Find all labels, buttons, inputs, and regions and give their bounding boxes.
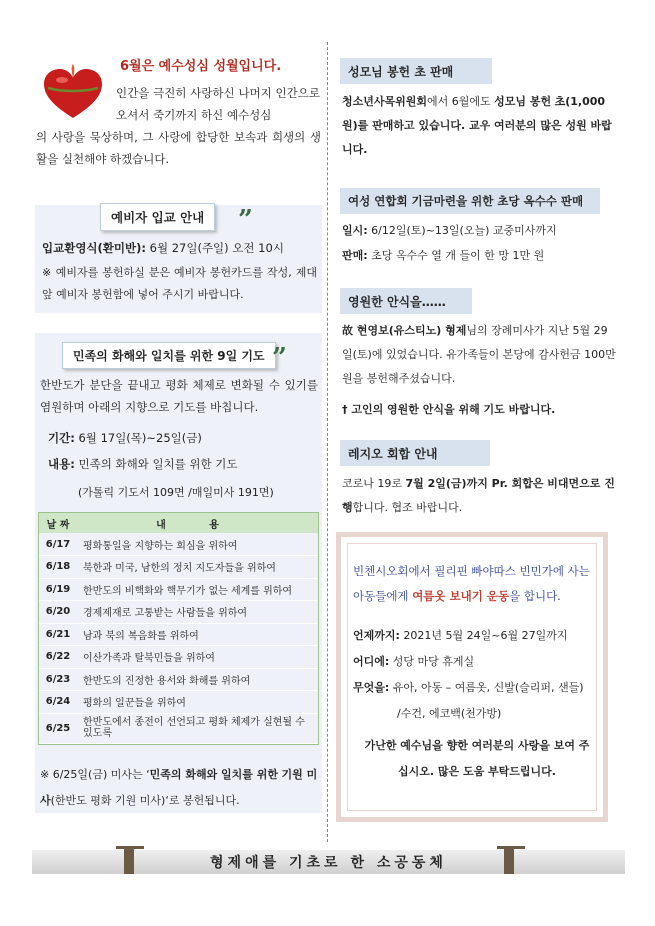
row-date: 6/20 <box>39 601 77 624</box>
candle-title: 성모님 봉헌 초 판매 <box>340 58 492 84</box>
where-line: 어디에: 성당 마당 휴게실 <box>353 655 475 668</box>
row-date: 6/18 <box>39 556 77 579</box>
content-source: (가톨릭 기도서 109면 /매일미사 191면) <box>78 486 274 499</box>
legio-title: 레지오 회합 안내 <box>340 440 490 466</box>
june-paragraph-2: 의 사랑을 묵상하며, 그 사랑에 합당한 보속과 희생의 생활을 실천해야 하겠습니다. <box>36 130 321 166</box>
table-row <box>39 713 318 743</box>
corn-title: 여성 연합회 기금마련을 위한 초당 옥수수 판매 <box>340 188 600 214</box>
vincent-closing: 가난한 예수님을 향한 여러분의 사랑을 보여 주십시오. 많은 도움 부탁드립니다. <box>364 739 590 778</box>
prayer-title: 민족의 화해와 일치를 위한 9일 기도 <box>62 342 276 369</box>
row-date: 6/19 <box>39 578 77 601</box>
what-line: 무엇을: 유아, 아동 – 여름옷, 신발(슬리퍼, 샌들) <box>353 681 584 694</box>
rest-prayer: † 고인의 영원한 안식을 위해 기도 바랍니다. <box>342 403 556 416</box>
what-line-2: /수건, 에코백(천가방) <box>397 707 502 720</box>
rest-paragraph: 故 현영보(유스티노) 형제님의 장례미사가 지난 5월 29일(토)에 있었습니다. 유가족들이 본당에 감사헌금 100만 원을 봉헌해주셨습니다. <box>342 324 616 385</box>
june-paragraph-1: 인간을 극진히 사랑하신 나머지 인간으로 오셔서 죽기까지 하신 예수성심 <box>116 86 320 122</box>
sacred-heart-icon <box>42 62 104 120</box>
table-row <box>39 646 318 669</box>
signpost-right-top <box>497 846 525 849</box>
rest-title: 영원한 안식을…… <box>340 288 472 314</box>
catechumen-line-1: 입교환영식(환미반): 6월 27일(주일) 오전 10시 <box>42 241 284 255</box>
row-date: 6/21 <box>39 623 77 646</box>
quote-mark-icon: ” <box>272 343 287 373</box>
corn-line-2: 판매: 초당 옥수수 열 개 들이 한 망 1만 원 <box>342 249 545 262</box>
candle-paragraph: 청소년사목위원회에서 6월에도 성모님 봉헌 초(1,000원)를 판매하고 있습니다. 교우 여러분의 많은 성원 바랍니다. <box>342 95 612 156</box>
row-date: 6/22 <box>39 646 77 669</box>
row-content: 한반도의 진정한 용서와 화해를 위하여 <box>77 668 318 691</box>
table-head-content: 내 용 <box>77 513 318 533</box>
corn-line-1: 일시: 6/12일(토)~13일(오늘) 교중미사까지 <box>342 224 557 237</box>
period-line: 기간: 6월 17일(목)~25일(금) <box>48 431 202 445</box>
catechumen-title: 예비자 입교 안내 <box>100 203 215 231</box>
catechumen-line-2: ※ 예비자를 봉헌하실 분은 예비자 봉헌카드를 작성, 제대 앞 예비자 봉헌함에 넣어 주시기 바랍니다. <box>42 266 317 301</box>
row-date: 6/17 <box>39 533 77 556</box>
row-content: 북한과 미국, 남한의 정치 지도자들을 위하여 <box>77 556 318 579</box>
table-row <box>39 533 318 556</box>
footer-text: 형제애를 기초로 한 소공동체 <box>210 855 447 871</box>
column-divider <box>327 42 328 842</box>
until-line: 언제까지: 2021년 5월 24일~6월 27일까지 <box>353 629 568 642</box>
vincent-notice-box <box>336 532 608 822</box>
row-date: 6/25 <box>39 713 77 743</box>
row-content: 이산가족과 탈북민들을 위하여 <box>77 646 318 669</box>
table-row <box>39 578 318 601</box>
table-head-date: 날 짜 <box>39 513 77 533</box>
row-content: 남과 북의 복음화를 위하여 <box>77 623 318 646</box>
vincent-announcement: 빈첸시오회에서 필리핀 빠야따스 빈민가에 사는 아동들에게 여름옷 보내기 운동을 합니다. <box>353 564 590 603</box>
prayer-table-wrap <box>38 512 319 745</box>
row-content: 한반도에서 종전이 선언되고 평화 체제가 실현될 수 있도록 <box>77 713 318 743</box>
signpost-left-top <box>116 846 144 849</box>
table-row <box>39 601 318 624</box>
row-content: 경제제재로 고통받는 사람들을 위하여 <box>77 601 318 624</box>
content-line: 내용: 민족의 화해와 일치를 위한 기도 <box>48 457 238 471</box>
table-row <box>39 623 318 646</box>
table-row <box>39 691 318 714</box>
row-content: 평화의 일꾼들을 위하여 <box>77 691 318 714</box>
mass-note: ※ 6/25일(금) 미사는 ‘민족의 화해와 일치를 위한 기원 미사(한반도 평화 기원 미사)‘로 봉헌됩니다. <box>40 768 318 807</box>
legio-paragraph: 코로나 19로 7월 2일(금)까지 Pr. 회합은 비대면으로 진행합니다. 협조 바랍니다. <box>342 477 615 514</box>
prayer-intro: 한반도가 분단을 끝내고 평화 체제로 변화될 수 있기를 염원하며 아래의 지향으로 기도를 바칩니다. <box>40 378 318 414</box>
row-content: 한반도의 비핵화와 핵무기가 없는 세계를 위하여 <box>77 578 318 601</box>
row-date: 6/23 <box>39 668 77 691</box>
june-title: 6월은 예수성심 성월입니다. <box>120 59 282 74</box>
row-date: 6/24 <box>39 691 77 714</box>
prayer-table <box>39 513 318 744</box>
row-content: 평화통일을 지향하는 회심을 위하여 <box>77 533 318 556</box>
quote-mark-icon: ” <box>238 205 253 235</box>
table-row <box>39 556 318 579</box>
table-row <box>39 668 318 691</box>
